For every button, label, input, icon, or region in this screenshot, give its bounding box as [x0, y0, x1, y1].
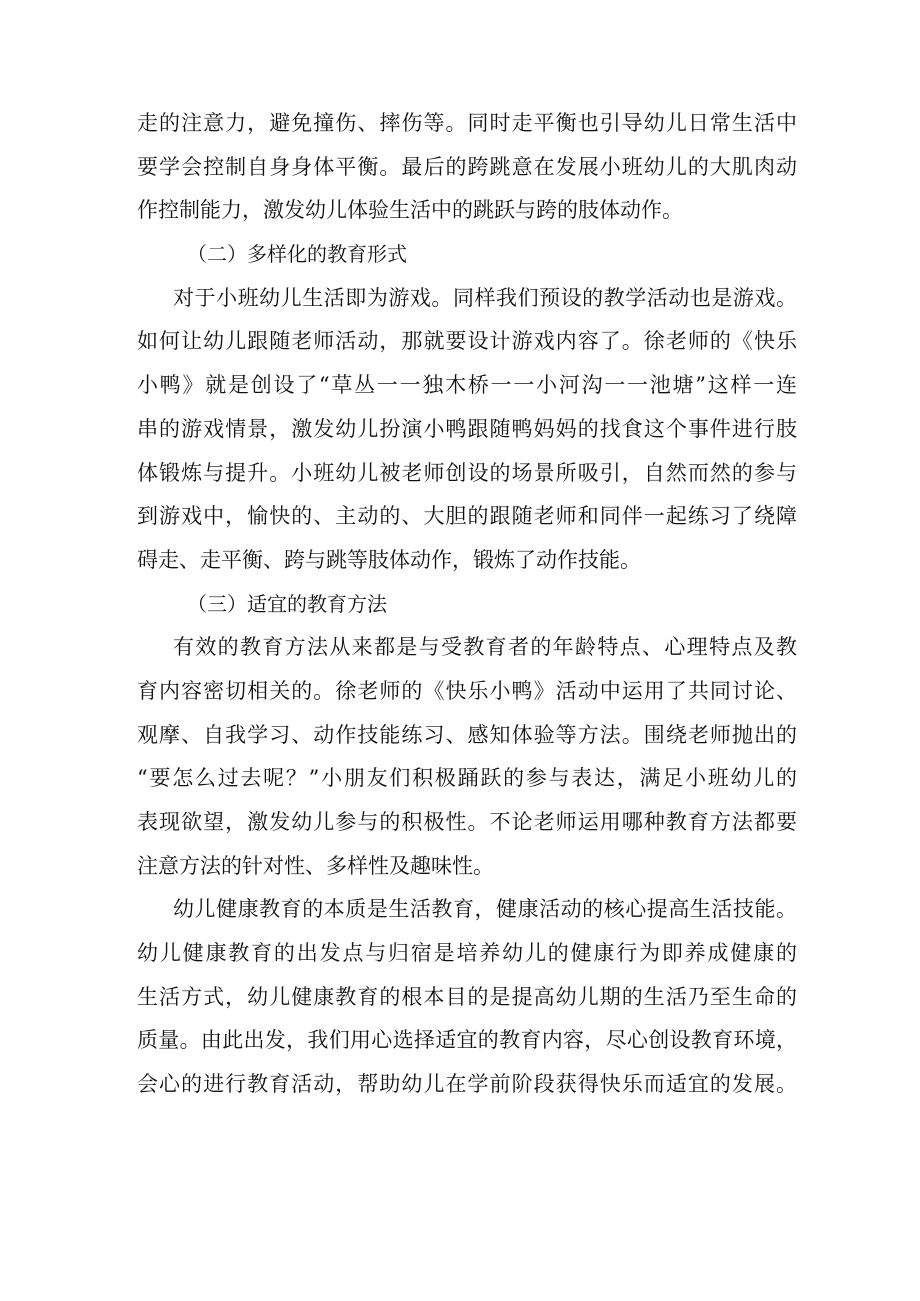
text-line: 育内容密切相关的。徐老师的《快乐小鸭》活动中运用了共同讨论、 [137, 678, 797, 703]
text-line: 作控制能力，激发幼儿体验生活中的跳跃与跨的肢体动作。 [137, 198, 683, 223]
text-line: 质量。由此出发，我们用心选择适宜的教育内容，尽心创设教育环境， [137, 1028, 797, 1053]
text-line: 生活方式，幼儿健康教育的根本目的是提高幼儿期的生活乃至生命的 [137, 984, 797, 1009]
text-line: 走的注意力，避免撞伤、摔伤等。同时走平衡也引导幼儿日常生活中 [137, 111, 797, 135]
text-line: 幼儿健康教育的出发点与归宿是培养幼儿的健康行为即养成健康的 [137, 941, 797, 966]
paragraph-first-line: 有效的教育方法从来都是与受教育者的年龄特点、心理特点及教 [173, 635, 797, 660]
text-line: 到游戏中，愉快的、主动的、大胆的跟随老师和同伴一起练习了绕障 [137, 504, 797, 529]
text-line: 小鸭》就是创设了“草丛一一独木桥一一小河沟一一池塘”这样一连 [137, 373, 797, 398]
text-line: “要怎么过去呢？”小朋友们积极踊跃的参与表达，满足小班幼儿的 [137, 766, 797, 791]
text-line: 要学会控制自身身体平衡。最后的跨跳意在发展小班幼儿的大肌肉动 [137, 154, 797, 179]
text-line: 会心的进行教育活动，帮助幼儿在学前阶段获得快乐而适宜的发展。 [137, 1072, 797, 1097]
text-line: 注意方法的针对性、多样性及趣味性。 [137, 853, 494, 878]
section-heading-three: （三）适宜的教育方法 [187, 591, 387, 616]
paragraph-first-line: 幼儿健康教育的本质是生活教育，健康活动的核心提高生活技能。 [173, 897, 797, 922]
text-line: 如何让幼儿跟随老师活动，那就要设计游戏内容了。徐老师的《快乐 [137, 329, 797, 354]
text-line: 观摩、自我学习、动作技能练习、感知体验等方法。围绕老师抛出的 [137, 722, 797, 747]
text-line: 串的游戏情景，激发幼儿扮演小鸭跟随鸭妈妈的找食这个事件进行肢 [137, 416, 797, 441]
text-line: 体锻炼与提升。小班幼儿被老师创设的场景所吸引，自然而然的参与 [137, 460, 797, 485]
section-heading-two: （二）多样化的教育形式 [187, 242, 407, 267]
text-line: 碍走、走平衡、跨与跳等肢体动作，锻炼了动作技能。 [137, 547, 641, 572]
paragraph-first-line: 对于小班幼儿生活即为游戏。同样我们预设的教学活动也是游戏。 [173, 285, 797, 310]
document-body [137, 102, 797, 1107]
text-line: 表现欲望，激发幼儿参与的积极性。不论老师运用哪种教育方法都要 [137, 810, 797, 834]
